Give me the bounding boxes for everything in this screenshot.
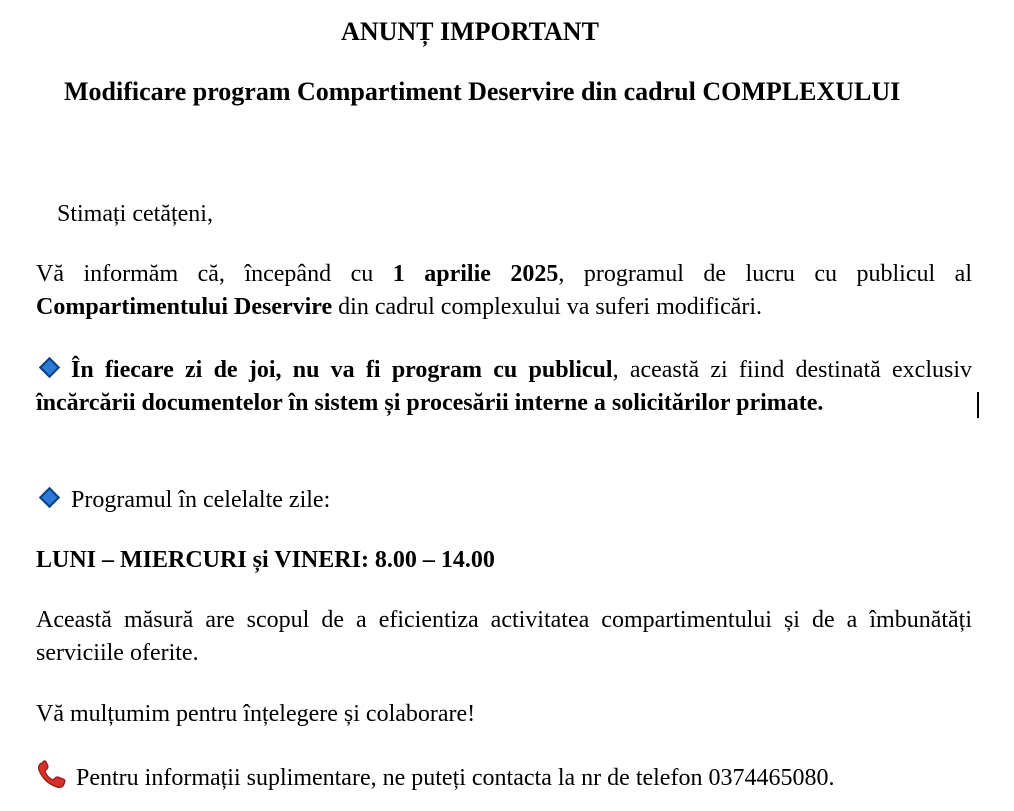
- paragraph-contact: [36, 760, 996, 795]
- department-name: Compartimentului Deservire: [36, 294, 333, 320]
- schedule-line: LUNI – MIERCURI și VINERI: 8.00 – 14.00: [36, 547, 495, 573]
- greeting: Stimați cetățeni,: [57, 201, 213, 227]
- paragraph-other-days: [36, 484, 972, 517]
- paragraph-thanks: Vă mulțumim pentru înțelegere și colaborare!: [36, 701, 476, 727]
- thursday-notice: În fiecare zi de joi, nu va fi program cu publicul: [71, 357, 613, 383]
- blue-diamond-icon: [39, 487, 60, 508]
- thursday-text: , această zi fiind destinată exclusiv: [612, 357, 973, 383]
- intro-text-2: , programul de lucru cu publicul al: [558, 261, 972, 287]
- intro-text-1: Vă informăm că, începând cu: [36, 261, 393, 287]
- thursday-purpose: încărcării documentelor în sistem și procesării interne a solicitărilor primate.: [36, 390, 824, 416]
- start-date: 1 aprilie 2025: [392, 261, 559, 287]
- blue-diamond-icon: [39, 357, 60, 378]
- paragraph-thursday: [36, 354, 972, 420]
- telephone-receiver-icon: [36, 760, 68, 790]
- paragraph-intro: [36, 258, 972, 324]
- page-subtitle: Modificare program Compartiment Deservire din cadrul COMPLEXULUI: [64, 77, 901, 106]
- paragraph-purpose: Această măsură are scopul de a eficientiza activitatea compartimentului și de a îmbunătăți serviciile oferite.: [36, 607, 972, 666]
- intro-text-3: din cadrul complexului va suferi modificări.: [332, 294, 763, 320]
- text-cursor: [977, 392, 979, 418]
- other-days-text: Programul în celelalte zile:: [71, 487, 331, 513]
- page-title: ANUNȚ IMPORTANT: [341, 17, 599, 46]
- contact-text: Pentru informații suplimentare, ne puteți contacta la nr de telefon 0374465080.: [76, 765, 835, 791]
